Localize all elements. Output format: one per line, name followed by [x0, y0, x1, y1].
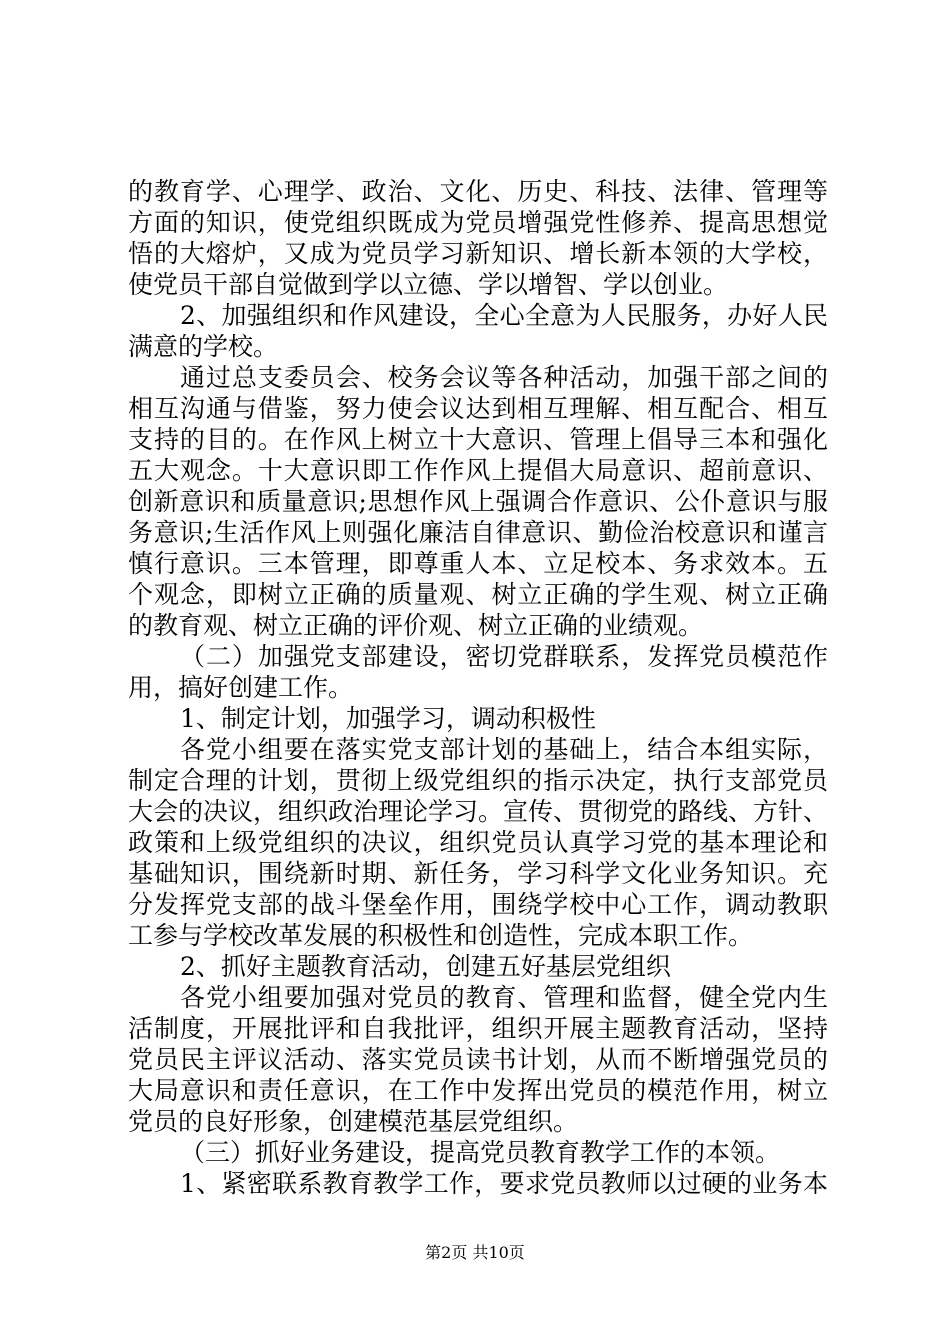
text-line: 方面的知识，使党组织既成为党员增强党性修养、提高思想觉 [128, 208, 828, 237]
text-line: 的教育学、心理学、政治、文化、历史、科技、法律、管理等 [128, 177, 828, 206]
text-line: （三）抓好业务建设，提高党员教育教学工作的本领。 [180, 1138, 781, 1167]
text-line: 2、加强组织和作风建设，全心全意为人民服务，办好人民 [180, 301, 828, 330]
text-line: 基础知识，围绕新时期、新任务，学习科学文化业务知识。充 [128, 859, 828, 888]
text-line: 创新意识和质量意识;思想作风上强调合作意识、公仆意识与服 [128, 487, 828, 516]
text-line: 支持的目的。在作风上树立十大意识、管理上倡导三本和强化 [128, 425, 828, 454]
page-number-footer: 第2页 共10页 [425, 1243, 525, 1262]
text-line: 使党员干部自觉做到学以立德、学以增智、学以创业。 [128, 270, 729, 299]
text-line: （二）加强党支部建设，密切党群联系，发挥党员模范作 [180, 642, 828, 671]
text-line: 工参与学校改革发展的积极性和创造性，完成本职工作。 [128, 921, 754, 950]
text-line: 党员民主评议活动、落实党员读书计划，从而不断增强党员的 [128, 1045, 828, 1074]
text-line: 个观念，即树立正确的质量观、树立正确的学生观、树立正确 [128, 580, 828, 609]
text-line: 相互沟通与借鉴，努力使会议达到相互理解、相互配合、相互 [128, 394, 828, 423]
text-line: 分发挥党支部的战斗堡垒作用，围绕学校中心工作，调动教职 [128, 890, 828, 919]
text-line: 1、制定计划，加强学习，调动积极性 [180, 704, 596, 733]
text-line: 的教育观、树立正确的评价观、树立正确的业绩观。 [128, 611, 704, 640]
text-line: 通过总支委员会、校务会议等各种活动，加强干部之间的 [180, 363, 828, 392]
text-line: 各党小组要加强对党员的教育、管理和监督，健全党内生 [180, 983, 828, 1012]
text-line: 悟的大熔炉，又成为党员学习新知识、增长新本领的大学校， [128, 239, 828, 268]
text-line: 务意识;生活作风上则强化廉洁自律意识、勤俭治校意识和谨言 [128, 518, 828, 547]
text-line: 慎行意识。三本管理，即尊重人本、立足校本、务求效本。五 [128, 549, 828, 578]
text-line: 满意的学校。 [128, 332, 279, 361]
text-line: 党员的良好形象，创建模范基层党组织。 [128, 1107, 579, 1136]
text-line: 制定合理的计划，贯彻上级党组织的指示决定，执行支部党员 [128, 766, 828, 795]
text-line: 用，搞好创建工作。 [128, 673, 354, 702]
text-line: 活制度，开展批评和自我批评，组织开展主题教育活动，坚持 [128, 1014, 828, 1043]
text-line: 大会的决议，组织政治理论学习。宣传、贯彻党的路线、方针、 [128, 797, 829, 826]
text-line: 五大观念。十大意识即工作作风上提倡大局意识、超前意识、 [128, 456, 828, 485]
text-line: 2、抓好主题教育活动，创建五好基层党组织 [180, 952, 671, 981]
text-line: 政策和上级党组织的决议，组织党员认真学习党的基本理论和 [128, 828, 828, 857]
text-line: 1、紧密联系教育教学工作，要求党员教师以过硬的业务本 [180, 1169, 828, 1198]
text-line: 各党小组要在落实党支部计划的基础上，结合本组实际， [180, 735, 828, 764]
text-line: 大局意识和责任意识，在工作中发挥出党员的模范作用，树立 [128, 1076, 828, 1105]
